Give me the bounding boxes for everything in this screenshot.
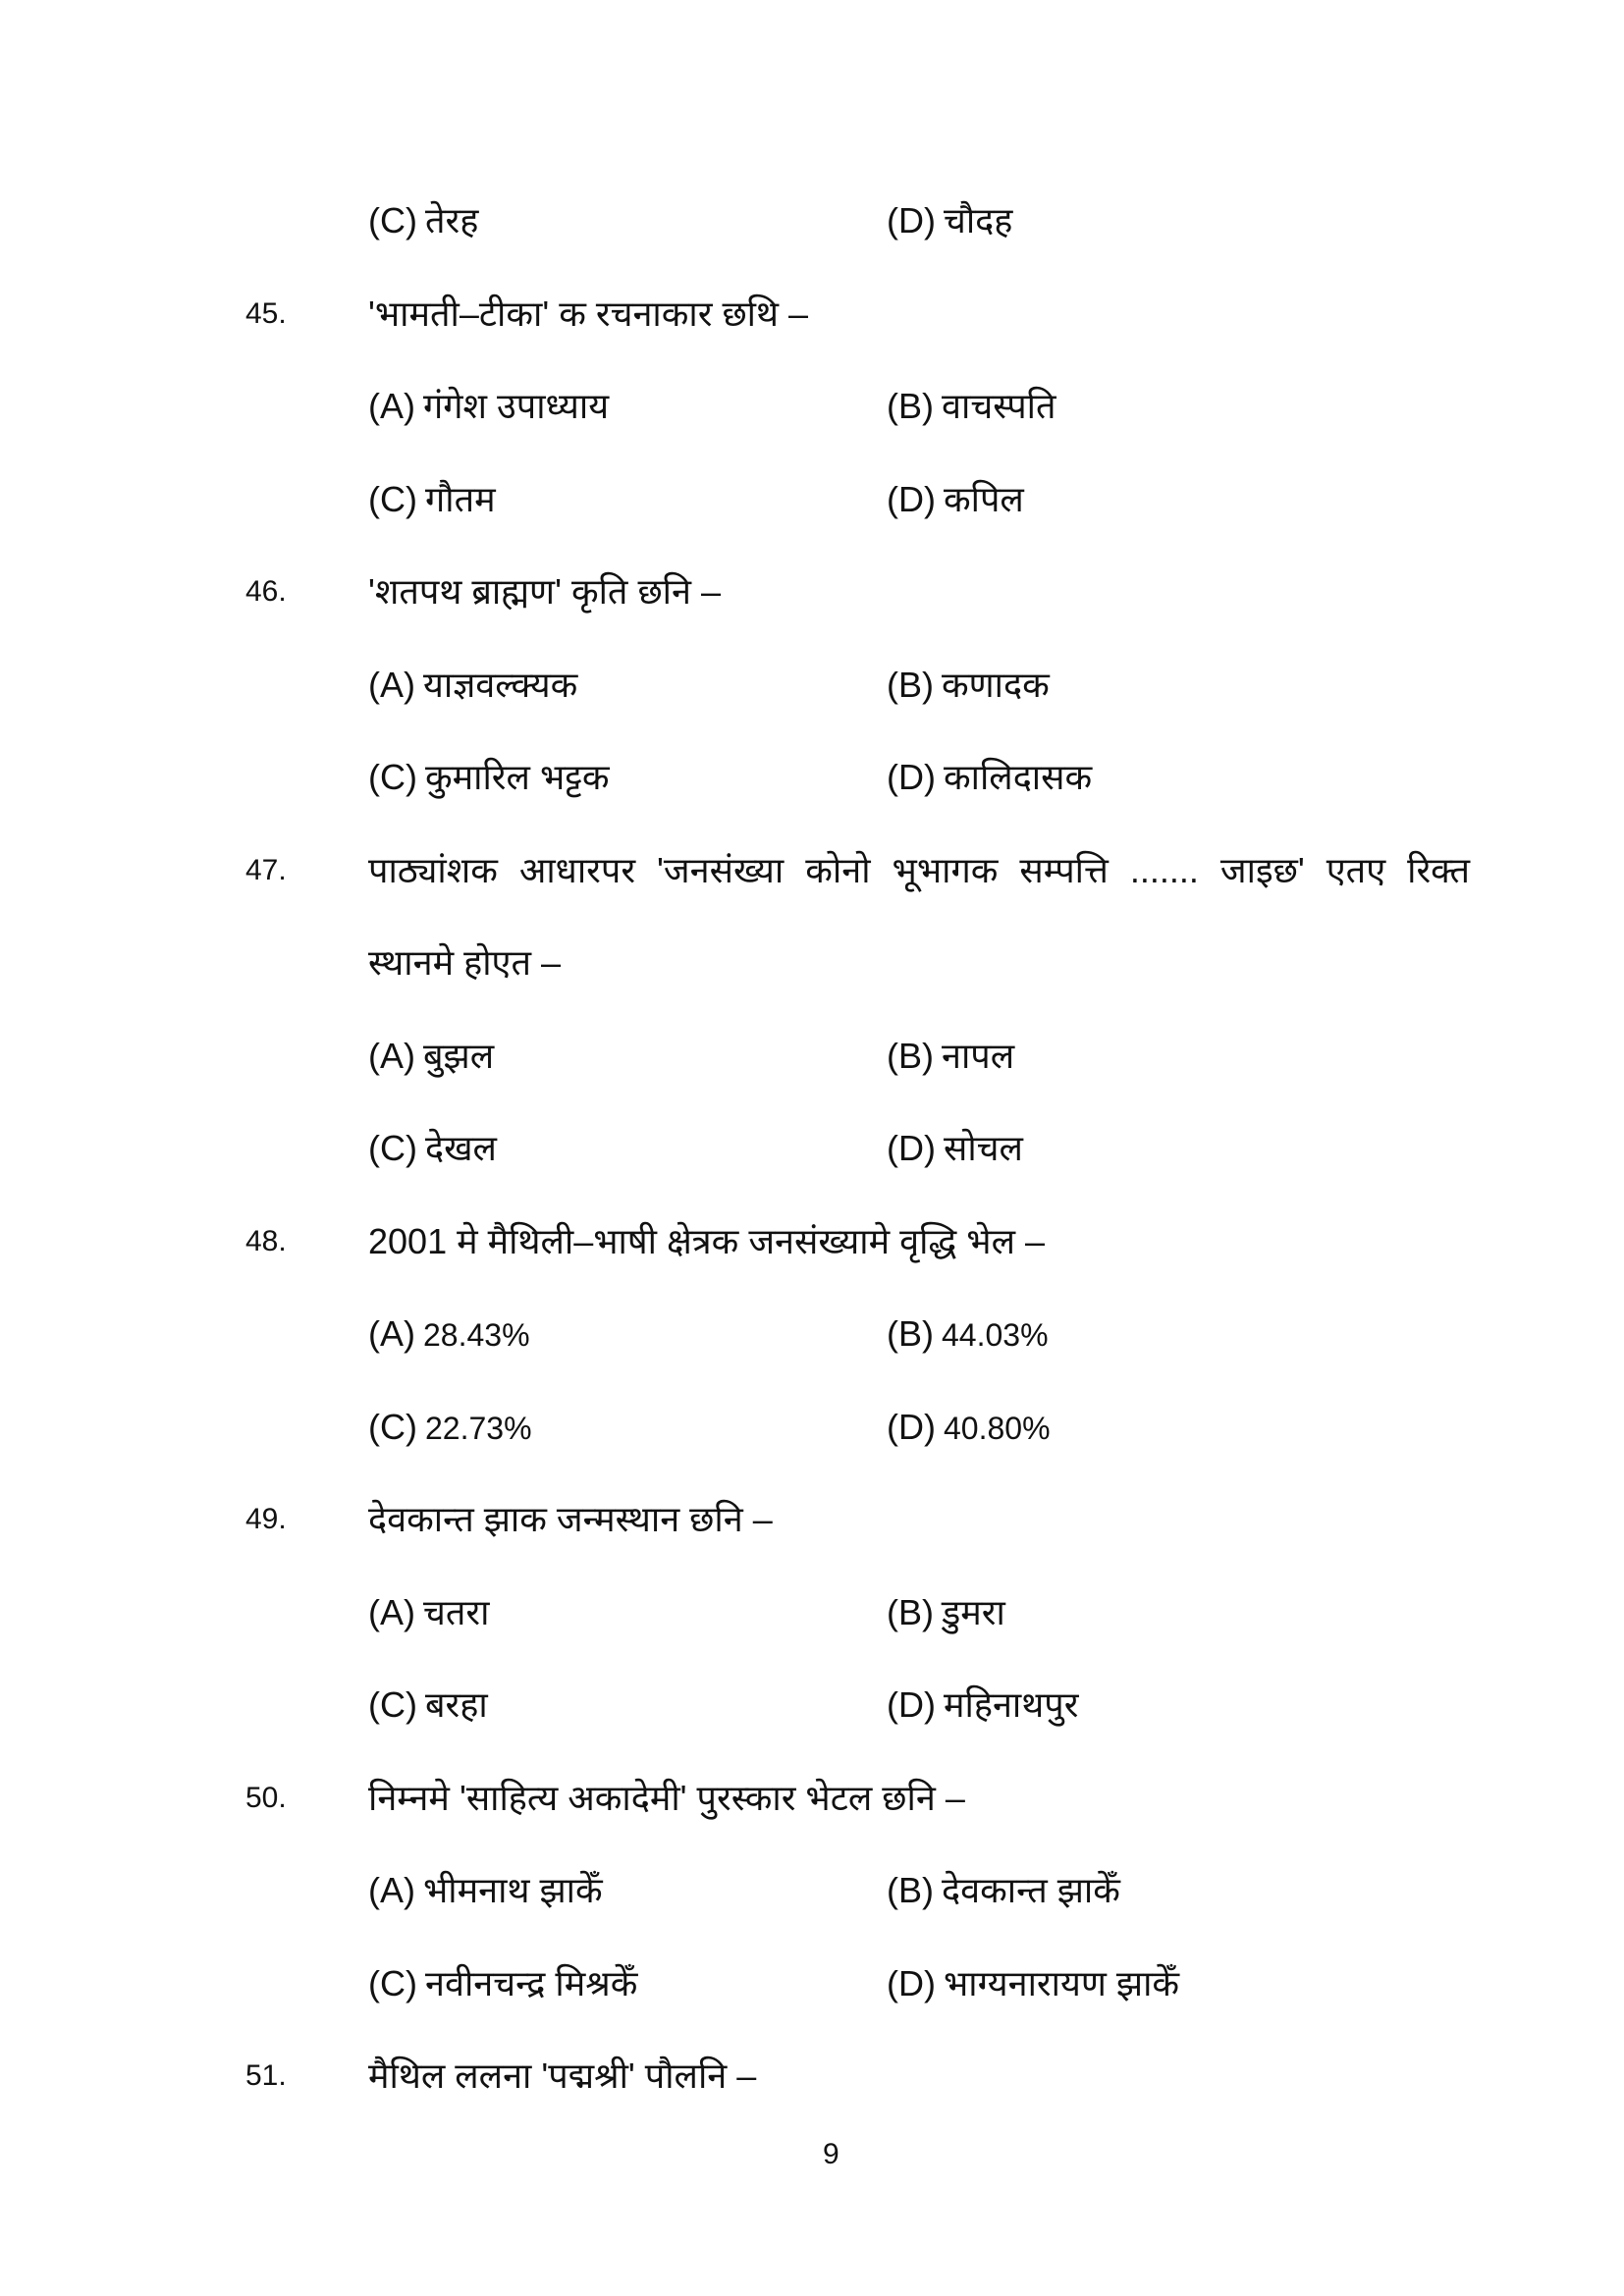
option-label: (D) xyxy=(887,757,936,797)
option-label: (A) xyxy=(368,1035,415,1076)
option-b xyxy=(887,1861,1120,1920)
option-a xyxy=(368,656,577,715)
option-text: बुझल xyxy=(423,1035,495,1076)
question-text: मैथिल ललना 'पद्मश्री' पौलनि – xyxy=(368,2056,757,2096)
option-text: महिनाथपुर xyxy=(943,1684,1079,1725)
option-label: (B) xyxy=(887,1591,934,1632)
options-row xyxy=(0,470,1624,529)
question-text: पाठ्यांशक आधारपर 'जनसंख्या कोनो भूभागक सम्पत्ति ....... जाइछ' एतए रिक्त xyxy=(368,849,1470,890)
option-text: गंगेश उपाध्याय xyxy=(423,386,610,426)
options-row xyxy=(0,377,1624,436)
question-row xyxy=(0,841,1624,900)
option-d xyxy=(887,470,1024,529)
option-text: 44.03% xyxy=(942,1317,1049,1353)
option-b xyxy=(887,1583,1005,1642)
option-text: बरहा xyxy=(424,1684,488,1725)
option-d xyxy=(887,1398,1051,1458)
options-row xyxy=(0,656,1624,715)
option-a xyxy=(368,1027,494,1086)
option-text: कुमारिल भट्टक xyxy=(424,757,610,797)
option-label: (C) xyxy=(368,200,417,240)
options-row xyxy=(0,1398,1624,1457)
option-c xyxy=(368,1398,532,1458)
options-row xyxy=(0,1954,1624,2013)
option-label: (A) xyxy=(368,1870,415,1910)
option-label: (A) xyxy=(368,1313,415,1354)
option-b xyxy=(887,1305,1049,1364)
option-b xyxy=(887,377,1056,436)
option-label: (D) xyxy=(887,1684,936,1725)
question-text-continued: स्थानमे होएत – xyxy=(368,942,562,983)
option-text: 28.43% xyxy=(423,1317,530,1353)
option-text: देवकान्त झाकेँ xyxy=(942,1870,1120,1910)
option-c xyxy=(368,191,478,250)
option-label: (C) xyxy=(368,1962,417,2003)
question-number: 46. xyxy=(245,575,287,608)
question-row xyxy=(0,1769,1624,1828)
option-d xyxy=(887,191,1012,250)
option-text: गौतम xyxy=(424,478,496,519)
option-label: (B) xyxy=(887,386,934,426)
option-b xyxy=(887,1027,1014,1086)
option-label: (A) xyxy=(368,1591,415,1632)
option-text: 40.80% xyxy=(943,1410,1051,1446)
option-text: नवीनचन्द्र मिश्रकेँ xyxy=(424,1962,638,2003)
options-row xyxy=(0,1027,1624,1086)
option-text: वाचस्पति xyxy=(942,386,1056,426)
question-text: देवकान्त झाक जन्मस्थान छनि – xyxy=(368,1499,773,1539)
question-row xyxy=(0,285,1624,344)
option-text: सोचल xyxy=(943,1128,1023,1168)
option-a xyxy=(368,1583,489,1642)
question-row xyxy=(0,1212,1624,1271)
options-row xyxy=(0,1119,1624,1178)
option-a xyxy=(368,1305,530,1364)
question-number: 45. xyxy=(245,296,287,330)
options-row xyxy=(0,1676,1624,1735)
options-row xyxy=(0,191,1624,250)
option-label: (C) xyxy=(368,478,417,519)
option-text: डुमरा xyxy=(942,1591,1005,1632)
option-text: याज्ञवल्क्यक xyxy=(423,664,578,705)
option-text: देखल xyxy=(424,1128,497,1168)
question-continuation xyxy=(0,934,1624,992)
option-label: (A) xyxy=(368,664,415,705)
option-label: (D) xyxy=(887,1962,936,2003)
option-d xyxy=(887,748,1092,807)
question-number: 47. xyxy=(245,853,287,886)
option-c xyxy=(368,1119,497,1178)
question-text: 2001 मे मैथिली–भाषी क्षेत्रक जनसंख्यामे वृद्धि भेल – xyxy=(368,1220,1045,1261)
question-text: निम्नमे 'साहित्य अकादेमी' पुरस्कार भेटल छनि – xyxy=(368,1777,965,1818)
page-number: 9 xyxy=(823,2138,839,2170)
option-b xyxy=(887,656,1050,715)
option-label: (B) xyxy=(887,664,934,705)
option-text: कालिदासक xyxy=(943,757,1093,797)
option-text: नापल xyxy=(942,1035,1015,1076)
question-row xyxy=(0,1490,1624,1549)
option-d xyxy=(887,1119,1023,1178)
question-number: 49. xyxy=(245,1503,287,1535)
option-label: (C) xyxy=(368,1684,417,1725)
question-number: 50. xyxy=(245,1781,287,1814)
option-a xyxy=(368,377,609,436)
options-row xyxy=(0,1305,1624,1363)
option-label: (D) xyxy=(887,1128,936,1168)
options-row xyxy=(0,1861,1624,1920)
question-row xyxy=(0,2047,1624,2106)
question-number: 48. xyxy=(245,1224,287,1257)
option-label: (B) xyxy=(887,1313,934,1354)
option-label: (C) xyxy=(368,757,417,797)
option-text: तेरह xyxy=(424,200,479,240)
question-number: 51. xyxy=(245,2059,287,2092)
question-text: 'शतपथ ब्राह्मण' कृति छनि – xyxy=(368,571,722,612)
option-c xyxy=(368,1676,488,1735)
option-label: (D) xyxy=(887,200,936,240)
option-text: कपिल xyxy=(943,478,1024,519)
question-row xyxy=(0,562,1624,621)
option-text: चौदह xyxy=(943,200,1013,240)
option-label: (B) xyxy=(887,1035,934,1076)
option-label: (A) xyxy=(368,386,415,426)
option-text: कणादक xyxy=(942,664,1050,705)
option-d xyxy=(887,1954,1179,2013)
option-label: (D) xyxy=(887,478,936,519)
option-text: भीमनाथ झाकेँ xyxy=(423,1870,603,1910)
option-label: (D) xyxy=(887,1406,936,1447)
option-a xyxy=(368,1861,603,1920)
question-text: 'भामती–टीका' क रचनाकार छथि – xyxy=(368,293,809,334)
option-label: (C) xyxy=(368,1128,417,1168)
option-text: 22.73% xyxy=(424,1410,532,1446)
options-row xyxy=(0,748,1624,807)
option-text: भाग्यनारायण झाकेँ xyxy=(943,1962,1180,2003)
options-row xyxy=(0,1583,1624,1642)
option-c xyxy=(368,470,496,529)
option-label: (B) xyxy=(887,1870,934,1910)
option-d xyxy=(887,1676,1078,1735)
option-text: चतरा xyxy=(423,1591,490,1632)
option-c xyxy=(368,1954,637,2013)
option-c xyxy=(368,748,610,807)
option-label: (C) xyxy=(368,1406,417,1447)
